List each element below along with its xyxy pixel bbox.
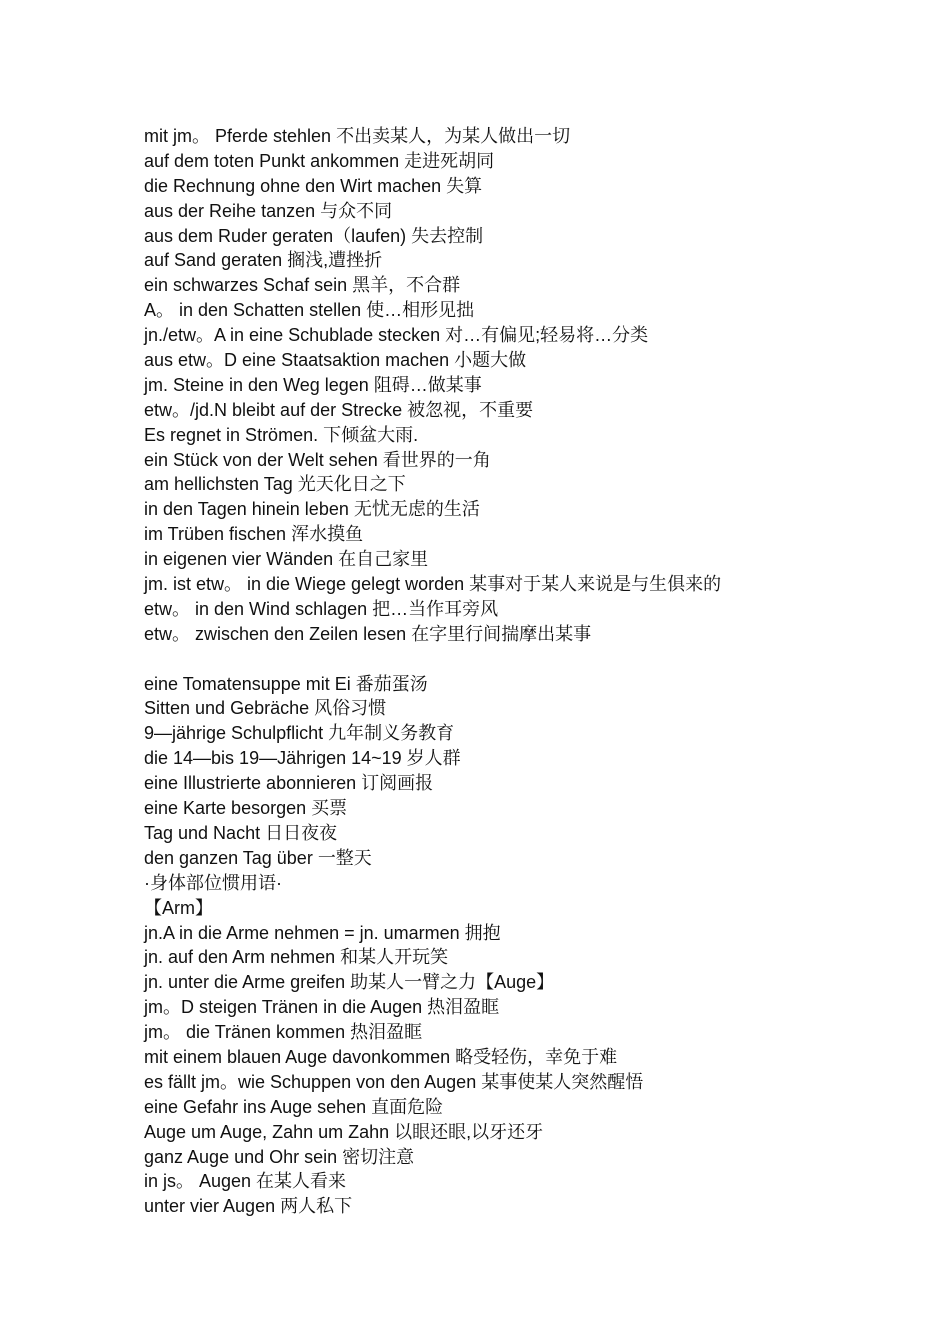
- text-line: jm. ist etw。 in die Wiege gelegt worden 某事对于某人来说是与生俱来的: [144, 574, 722, 595]
- text-line: etw。 zwischen den Zeilen lesen 在字里行间揣摩出某事: [144, 623, 592, 644]
- text-line: Tag und Nacht 日日夜夜: [144, 822, 338, 843]
- text-line: 9—jährige Schulpflicht 九年制义务教育: [144, 723, 455, 744]
- text-line: aus der Reihe tanzen 与众不同: [144, 200, 393, 221]
- text-line: es fällt jm。wie Schuppen von den Augen 某事使某人突然醒悟: [144, 1071, 644, 1092]
- text-line: aus etw。D eine Staatsaktion machen 小题大做: [144, 350, 527, 371]
- text-line: eine Gefahr ins Auge sehen 直面危险: [144, 1096, 444, 1117]
- text-line: unter vier Augen 两人私下: [144, 1196, 353, 1217]
- text-line: aus dem Ruder geraten（laufen) 失去控制: [144, 225, 484, 246]
- text-line: ein schwarzes Schaf sein 黑羊，不合群: [144, 275, 461, 296]
- text-line: jn.A in die Arme nehmen = jn. umarmen 拥抱: [144, 922, 501, 943]
- text-line: auf Sand geraten 搁浅,遭挫折: [144, 250, 383, 271]
- text-line: mit jm。 Pferde stehlen 不出卖某人，为某人做出一切: [144, 126, 571, 146]
- text-line: 【Arm】: [144, 897, 213, 918]
- text-line: A。 in den Schatten stellen 使…相形见拙: [144, 300, 475, 321]
- text-line: Es regnet in Strömen. 下倾盆大雨.: [144, 424, 419, 445]
- text-line: jm。D steigen Tränen in die Augen 热泪盈眶: [144, 997, 500, 1018]
- text-line: jn./etw。A in eine Schublade stecken 对…有偏见;轻易将…分类: [144, 325, 649, 346]
- text-line: etw。/jd.N bleibt auf der Strecke 被忽视，不重要: [144, 399, 534, 420]
- text-line: eine Tomatensuppe mit Ei 番茄蛋汤: [144, 673, 428, 694]
- text-line: in eigenen vier Wänden 在自己家里: [144, 549, 429, 570]
- text-line: ganz Auge und Ohr sein 密切注意: [144, 1146, 415, 1167]
- text-line: jm。 die Tränen kommen 热泪盈眶: [144, 1022, 423, 1043]
- text-line: mit einem blauen Auge davonkommen 略受轻伤，幸免于难: [144, 1046, 618, 1067]
- text-line: die 14—bis 19—Jährigen 14~19 岁人群: [144, 748, 461, 769]
- text-line: etw。 in den Wind schlagen 把…当作耳旁风: [144, 598, 499, 619]
- text-line: Sitten und Gebräche 风俗习惯: [144, 698, 387, 719]
- text-line: den ganzen Tag über 一整天: [144, 847, 372, 868]
- text-line: auf dem toten Punkt ankommen 走进死胡同: [144, 150, 495, 171]
- text-line: die Rechnung ohne den Wirt machen 失算: [144, 175, 483, 196]
- text-line: jm. Steine in den Weg legen 阻碍…做某事: [144, 374, 482, 395]
- text-line: jn. unter die Arme greifen 助某人一臂之力【Auge】: [144, 972, 555, 993]
- text-line: im Trüben fischen 浑水摸鱼: [144, 524, 364, 545]
- text-line: ·身体部位惯用语·: [144, 872, 282, 893]
- text-line: Auge um Auge, Zahn um Zahn 以眼还眼,以牙还牙: [144, 1121, 544, 1142]
- text-line: in den Tagen hinein leben 无忧无虑的生活: [144, 499, 480, 520]
- text-line: am hellichsten Tag 光天化日之下: [144, 474, 406, 495]
- text-line: ein Stück von der Welt sehen 看世界的一角: [144, 449, 491, 470]
- blank-line: [144, 647, 904, 672]
- text-line: jn. auf den Arm nehmen 和某人开玩笑: [144, 947, 449, 968]
- text-line: eine Karte besorgen 买票: [144, 798, 348, 819]
- text-line: in js。 Augen 在某人看来: [144, 1171, 347, 1192]
- document-text-lines: [144, 124, 904, 1219]
- text-line: eine Illustrierte abonnieren 订阅画报: [144, 773, 434, 794]
